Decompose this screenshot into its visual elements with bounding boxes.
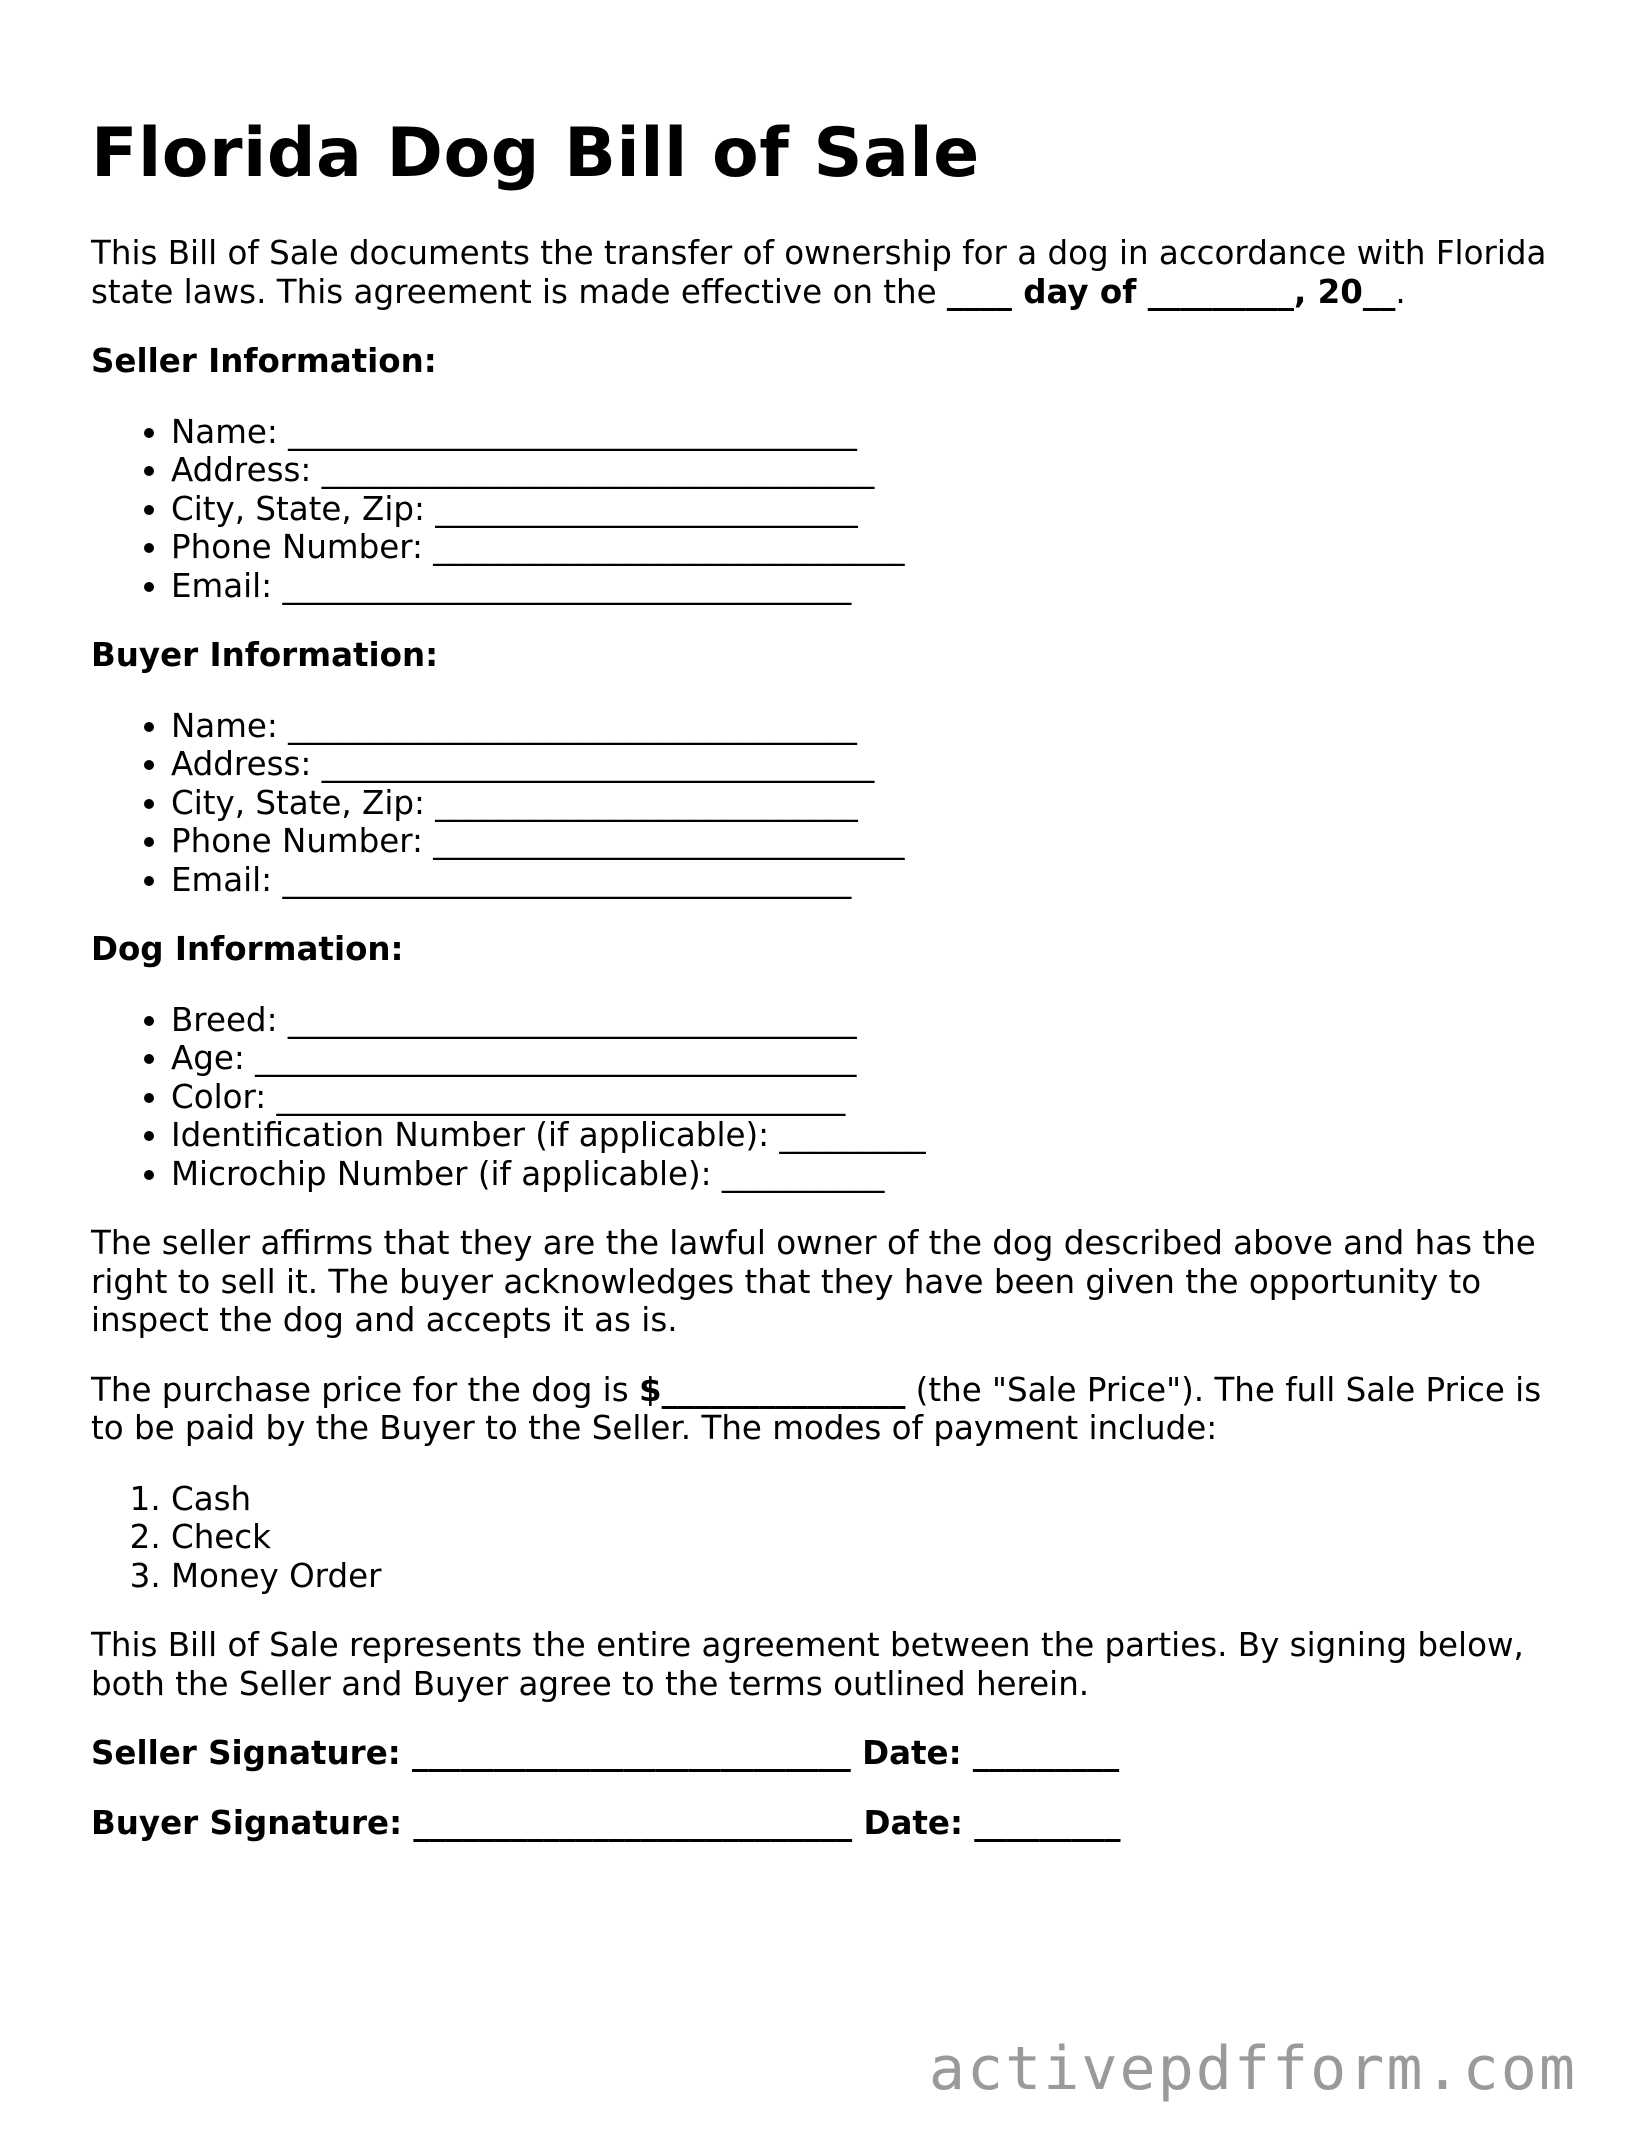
document-page <box>91 112 1561 1842</box>
payment-modes-list <box>91 1480 1561 1596</box>
seller-name-field: • Name: ___________________________________ <box>171 413 1561 452</box>
seller-city-state-zip-field: • City, State, Zip: __________________________ <box>171 490 1561 529</box>
buyer-address-field: • Address: __________________________________ <box>171 745 1561 784</box>
intro-end: . <box>1395 272 1406 311</box>
payment-mode-money-order: 3. Money Order <box>171 1557 1561 1596</box>
price-text-after: (the "Sale Price"). The full Sale Price is to be paid by the Buyer to the Seller. The modes of payment include: <box>91 1370 1542 1447</box>
payment-mode-check: 2. Check <box>171 1518 1561 1557</box>
price-paragraph <box>91 1371 1561 1448</box>
agreement-paragraph: This Bill of Sale represents the entire agreement between the parties. By signing below, both the Seller and Buyer agree to the terms outlined herein. <box>91 1626 1524 1703</box>
intro-text: This Bill of Sale documents the transfer of ownership for a dog in accordance with Florida state laws. This agreement is made effective on the <box>91 234 1547 311</box>
sale-price-blank: $_______________ <box>638 1370 906 1409</box>
affirmation-paragraph: The seller affirms that they are the lawful owner of the dog described above and has the right to sell it. The buyer acknowledges that they have been given the opportunity to inspect the dog and accepts it as is. <box>91 1224 1536 1339</box>
watermark: activepdfform.com <box>928 2034 1577 2104</box>
seller-phone-field: • Phone Number: _____________________________ <box>171 528 1561 567</box>
seller-address-field: • Address: __________________________________ <box>171 451 1561 490</box>
seller-email-field: • Email: ___________________________________ <box>171 567 1561 606</box>
dog-heading: Dog Information: <box>91 930 404 968</box>
document-title: Florida Dog Bill of Sale <box>91 114 980 193</box>
dog-color-field: • Color: ___________________________________ <box>171 1078 1561 1117</box>
buyer-city-state-zip-field: • City, State, Zip: __________________________ <box>171 784 1561 823</box>
seller-list <box>91 413 1561 606</box>
buyer-name-field: • Name: ___________________________________ <box>171 707 1561 746</box>
buyer-phone-field: • Phone Number: _____________________________ <box>171 822 1561 861</box>
seller-heading: Seller Information: <box>91 342 437 380</box>
dog-microchip-field: • Microchip Number (if applicable): __________ <box>171 1155 1561 1194</box>
buyer-list <box>91 707 1561 900</box>
buyer-email-field: • Email: ___________________________________ <box>171 861 1561 900</box>
payment-mode-cash: 1. Cash <box>171 1480 1561 1519</box>
buyer-signature-line: Buyer Signature: ___________________________ Date: _________ <box>91 1803 1121 1842</box>
dog-identification-field: • Identification Number (if applicable): _________ <box>171 1116 1561 1155</box>
dog-list <box>91 1001 1561 1194</box>
intro-paragraph <box>91 234 1561 311</box>
dog-breed-field: • Breed: ___________________________________ <box>171 1001 1561 1040</box>
dog-age-field: • Age: _____________________________________ <box>171 1039 1561 1078</box>
seller-signature-line: Seller Signature: ___________________________ Date: _________ <box>91 1734 1120 1772</box>
effective-date-blank: ____ day of _________, 20__ <box>946 272 1396 311</box>
buyer-heading: Buyer Information: <box>91 636 439 674</box>
price-text-before: The purchase price for the dog is <box>91 1370 639 1409</box>
